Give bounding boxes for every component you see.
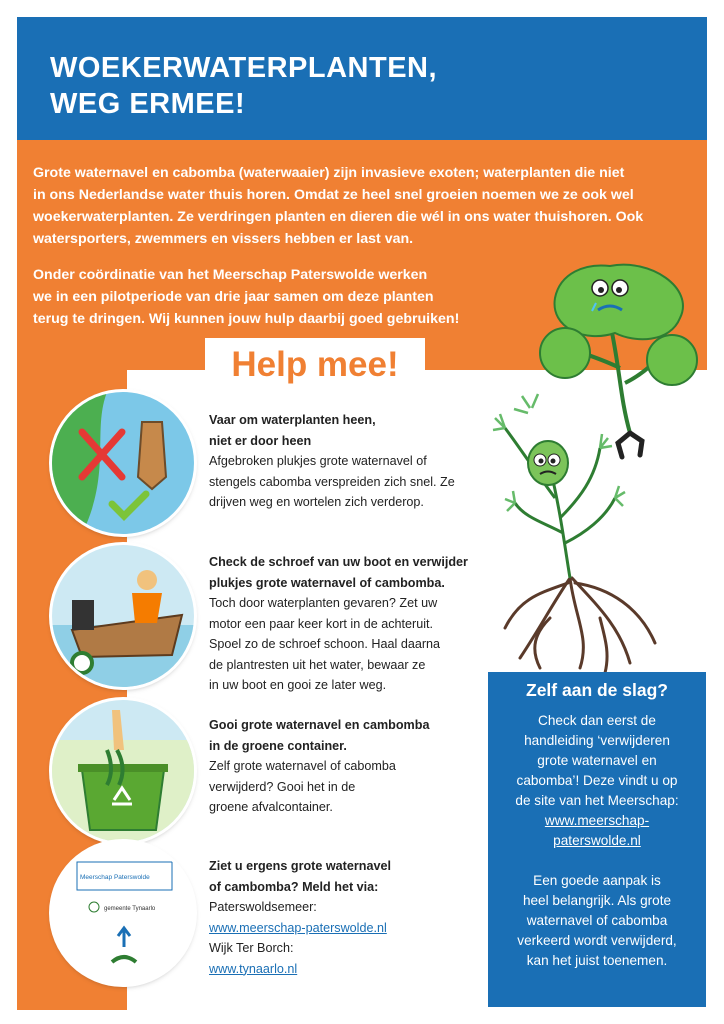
- intro-line: woekerwaterplanten. Ze verdringen planten en dieren die wél in ons water thuishoren. Ook: [33, 209, 644, 225]
- tip-heading: Gooi grote waternavel en cambomba: [209, 718, 430, 732]
- zelf-line: de site van het Meerschap:: [515, 793, 679, 808]
- report-logos-illustration: [52, 842, 194, 984]
- zelf-line: kan het juist toenemen.: [526, 953, 668, 968]
- tip-green-container: [209, 715, 429, 818]
- intro-line: Onder coördinatie van het Meerschap Paterswolde werken: [33, 267, 428, 283]
- tip-heading: in de groene container.: [209, 738, 347, 753]
- zelf-line: verkeerd wordt verwijderd,: [517, 933, 677, 948]
- tip-text: Zelf grote waternavel of cabomba: [209, 759, 396, 773]
- tip-heading: Check de schroef van uw boot en verwijder: [209, 555, 468, 569]
- tip-text: stengels cabomba verspreiden zich snel. Ze: [209, 474, 455, 489]
- zelf-line: waternavel of cabomba: [526, 913, 668, 928]
- tip-text: groene afvalcontainer.: [209, 800, 333, 814]
- title-line-1: WOEKERWATERPLANTEN,: [50, 52, 438, 84]
- tip-heading: niet er door heen: [209, 433, 312, 448]
- tip-report: [209, 856, 391, 979]
- tip-text: Afgebroken plukjes grote waternavel of: [209, 454, 427, 468]
- zelf-link-part-1[interactable]: www.meerschap-: [544, 813, 650, 828]
- boat-avoid-plants-illustration: [52, 392, 194, 534]
- tynaarlo-link[interactable]: www.tynaarlo.nl: [209, 961, 298, 976]
- plant-mascots-illustration: [480, 248, 710, 678]
- tip-heading: Ziet u ergens grote waternavel: [209, 859, 391, 873]
- zelf-text-2: [488, 871, 706, 971]
- zelf-heading: Zelf aan de slag?: [526, 680, 668, 700]
- intro-line: terug te dringen. Wij kunnen jouw hulp daarbij goed gebruiken!: [33, 311, 460, 327]
- page-title: [50, 50, 437, 122]
- zelf-text-1: [488, 711, 706, 851]
- tip-text: de plantresten uit het water, bewaar ze: [209, 657, 426, 672]
- boat-propeller-illustration: [52, 545, 194, 687]
- intro-line: we in een pilotperiode van drie jaar samen om deze planten: [33, 289, 434, 305]
- tip-check-propeller: [209, 552, 468, 696]
- tip-text: motor een paar keer kort in de achteruit.: [209, 616, 434, 631]
- tip-text: Spoel zo de schroef schoon. Haal daarna: [209, 637, 441, 651]
- zelf-line: cabomba’! Deze vindt u op: [516, 773, 678, 788]
- tip-text: drijven weg en wortelen zich verderop.: [209, 495, 424, 509]
- meerschap-logo-text: Meerschap Paterswolde: [80, 874, 150, 881]
- intro-paragraph-1: [33, 162, 643, 250]
- tynaarlo-logo-text: gemeente Tynaarlo: [104, 906, 156, 912]
- tip-text: in uw boot en gooi ze later weg.: [209, 678, 387, 692]
- meerschap-link[interactable]: www.meerschap-paterswolde.nl: [209, 920, 387, 935]
- zelf-line: heel belangrijk. Als grote: [522, 893, 672, 908]
- zelf-link-part-2[interactable]: paterswolde.nl: [553, 833, 641, 848]
- tip-heading: Vaar om waterplanten heen,: [209, 413, 376, 427]
- intro-line: watersporters, zwemmers en vissers hebben er last van.: [33, 231, 414, 247]
- zelf-line: handleiding ‘verwijderen: [524, 733, 670, 748]
- tip-heading: plukjes grote waternavel of cambomba.: [209, 575, 445, 590]
- tip-heading: of cambomba? Meld het via:: [209, 879, 379, 894]
- intro-line: Grote waternavel en cabomba (waterwaaier) zijn invasieve exoten; waterplanten die niet: [33, 165, 625, 181]
- tip-text: verwijderd? Gooi het in de: [209, 779, 356, 794]
- tip-avoid-plants: [209, 410, 455, 513]
- zelf-aan-de-slag-box: [488, 672, 706, 1007]
- intro-line: in ons Nederlandse water thuis horen. Omdat ze heel snel groeien noemen we ze ook wel: [33, 187, 634, 203]
- tip-text: Paterswoldsemeer:: [209, 900, 317, 914]
- zelf-line: Check dan eerst de: [538, 713, 656, 728]
- zelf-line: Een goede aanpak is: [533, 873, 661, 888]
- tip-text: Wijk Ter Borch:: [209, 941, 294, 955]
- title-line-2: WEG ERMEE!: [50, 88, 246, 120]
- help-title: Help mee!: [231, 345, 399, 384]
- green-container-illustration: [52, 700, 194, 842]
- zelf-line: grote waternavel en: [537, 753, 657, 768]
- intro-paragraph-2: [33, 264, 459, 330]
- tip-text: Toch door waterplanten gevaren? Zet uw: [209, 596, 438, 610]
